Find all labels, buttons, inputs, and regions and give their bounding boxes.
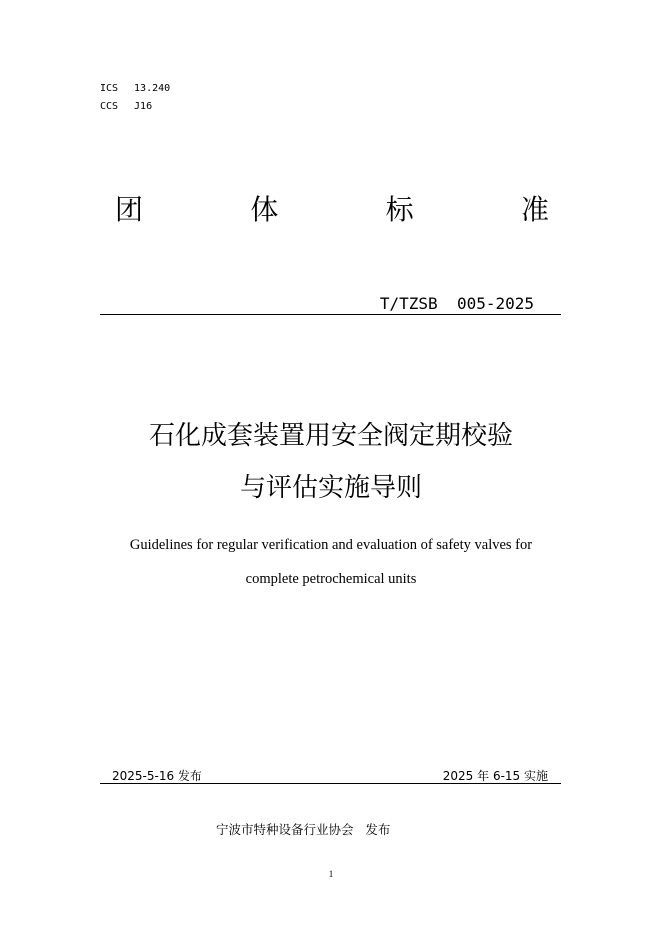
standard-type-char: 体 — [250, 193, 279, 226]
title-cn-line-1: 石化成套装置用安全阀定期校验 — [148, 421, 513, 451]
standard-type-char: 团 — [114, 193, 143, 226]
standard-number: T/TZSB 005-2025 — [379, 294, 534, 313]
header-divider — [100, 314, 561, 315]
release-date: 2025-5-16 发布 — [112, 769, 202, 783]
standard-type-heading — [112, 190, 552, 230]
standard-type-char: 准 — [520, 193, 549, 226]
publisher: 宁波市特种设备行业协会 发布 — [216, 822, 391, 837]
ics-code — [100, 80, 170, 98]
standard-type-char: 标 — [385, 193, 414, 226]
title-cn-line-2: 与评估实施导则 — [239, 473, 422, 503]
ccs-value: J16 — [134, 101, 153, 112]
title-en-line-2: complete petrochemical units — [245, 571, 417, 587]
ics-label: ICS — [100, 83, 119, 94]
ccs-code — [100, 98, 170, 116]
ics-value: 13.240 — [134, 83, 171, 94]
ccs-label: CCS — [100, 101, 119, 112]
implementation-date: 2025 年 6-15 实施 — [442, 769, 548, 783]
footer-divider — [100, 783, 561, 784]
title-en-line-1: Guidelines for regular verification and evaluation of safety valves for — [129, 537, 533, 553]
classification-codes — [100, 80, 170, 116]
page-number: 1 — [328, 869, 334, 879]
